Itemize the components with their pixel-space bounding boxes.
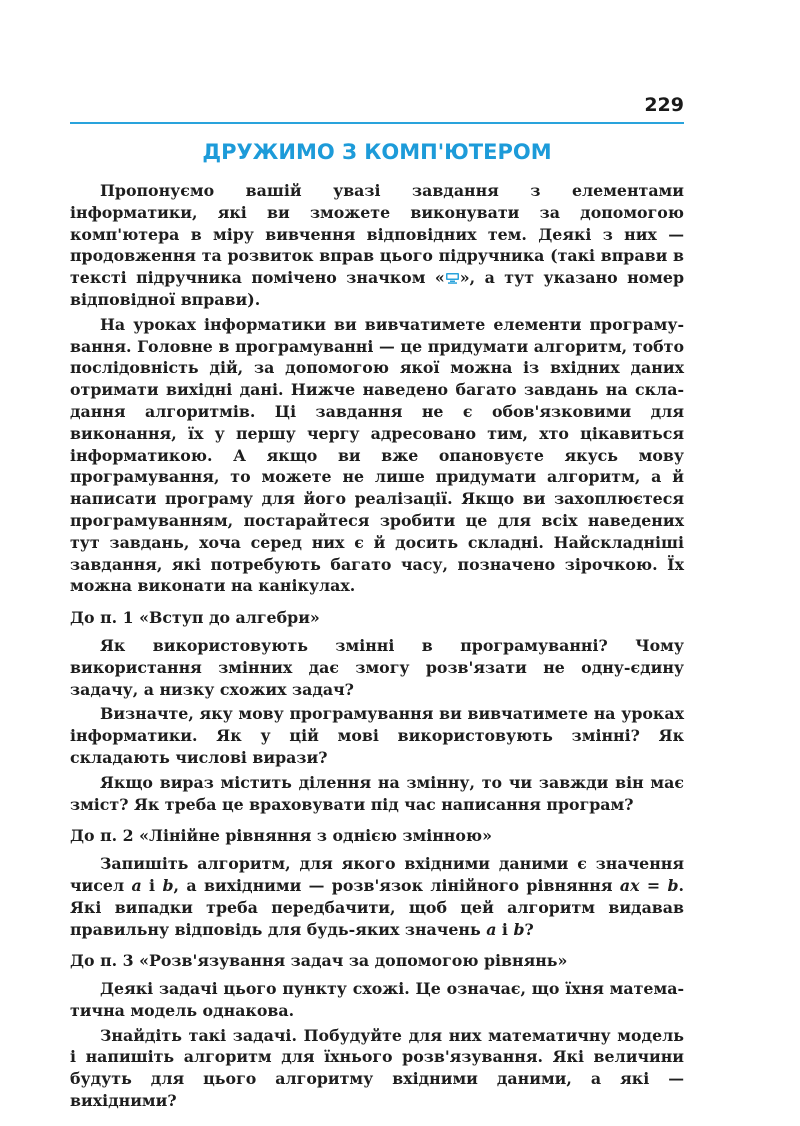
variable-a: a bbox=[486, 919, 497, 939]
text-fragment: і bbox=[141, 875, 163, 895]
page-content bbox=[70, 180, 684, 1112]
intro-paragraph-2: На уроках інформатики ви вивчатимете елементи програмування. Головне в програмуванні — це придумати алгоритм, тобто послідовність дій, за допомогою якої можна із вхідних даних отримати вихідні дані. Нижче наведено багато завдань на складання алгоритмів. Ці завдання не є обов'язковими для виконання, їх у першу чергу адресовано тим, хто цікавиться інформатикою. А якщо ви вже опановуєте якусь мову програмування, то можете не лише придумати алгоритм, а й написати програму для його реалізації. Якщо ви захоплюєтеся програмуванням, постарайтеся зробити це для всіх наведених тут завдань, хоча серед них є й досить складні. Найскладніші завдання, які потребують багато часу, позначено зірочкою. Їх можна виконати на канікулах. bbox=[70, 314, 684, 596]
section-1-paragraph-2: Визначте, яку мову програмування ви вивчатимете на уроках інформатики. Як у цій мові використовують змінні? Як складають числові вирази? bbox=[70, 704, 684, 767]
computer-exercise-icon bbox=[446, 273, 459, 284]
section-heading-1: До п. 1 «Вступ до алгебри» bbox=[70, 608, 320, 628]
section-heading-2: До п. 2 «Лінійне рівняння з однією змінною» bbox=[70, 826, 492, 846]
variable-a: a bbox=[131, 875, 142, 895]
text-fragment: . Які випадки треба передбачити, щоб цей алгоритм видавав правильну відповідь для будь-яких значень bbox=[70, 875, 684, 939]
intro-paragraph-1 bbox=[70, 180, 684, 311]
variable-b: b bbox=[513, 919, 525, 939]
section-1-paragraph-3: Якщо вираз містить ділення на змінну, то чи завжди він має зміст? Як треба це враховувати під час написання програм? bbox=[70, 772, 684, 814]
text-fragment: , а вихідними — розв'язок лінійного рівняння bbox=[173, 875, 620, 895]
page-number: 229 bbox=[644, 94, 684, 116]
section-3-paragraph-2: Знайдіть такі задачі. Побудуйте для них математичну модель і напишіть алгоритм для їхнього розв'язування. Які величини будуть для цього алгоритму вхідними даними, а які — вихідними? bbox=[70, 1025, 684, 1111]
intro-text-before-icon: Пропонуємо вашій увазі завдання з елементами інформатики, які ви зможете виконувати за допомогою комп'ютера в міру вивчення відповідних тем. Деякі з них — продовження та розвиток вправ цього підручника (такі вправи в тексті підручника помічено значком « bbox=[70, 181, 684, 288]
equation: ax = b bbox=[619, 875, 679, 895]
variable-b: b bbox=[162, 875, 174, 895]
text-fragment: і bbox=[496, 919, 514, 939]
text-fragment: Запишіть алгоритм, для якого вхідними даними є значення чисел bbox=[70, 854, 684, 895]
header-rule bbox=[70, 122, 684, 124]
page-title: ДРУЖИМО З КОМП'ЮТЕРОМ bbox=[202, 140, 552, 164]
section-2-paragraph-1 bbox=[70, 853, 684, 940]
section-1-paragraph-1: Як використовують змінні в програмуванні? Чому використання змінних дає змогу розв'язати не одну-єдину задачу, а низку схожих задач? bbox=[70, 635, 684, 699]
intro-text-after-icon: », а тут указано номер відповідної вправи). bbox=[70, 268, 685, 309]
text-fragment: ? bbox=[524, 919, 534, 939]
section-heading-3: До п. 3 «Розв'язування задач за допомогою рівнянь» bbox=[70, 951, 568, 971]
section-3-paragraph-1: Деякі задачі цього пункту схожі. Це означає, що їхня математична модель однакова. bbox=[70, 979, 684, 1020]
